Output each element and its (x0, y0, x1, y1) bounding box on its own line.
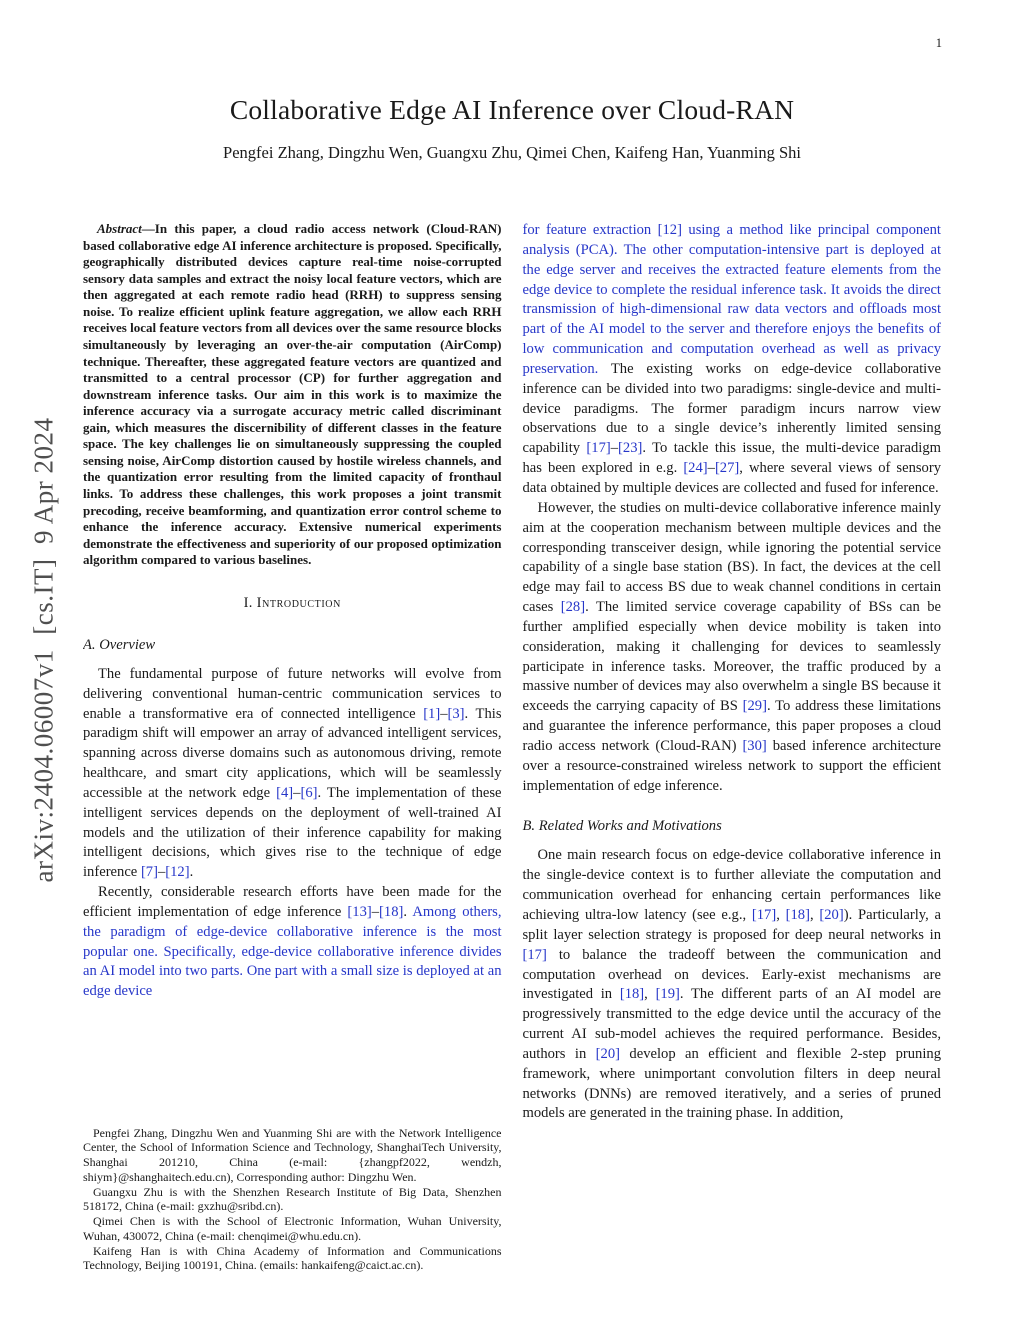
citation-link[interactable]: [20] (819, 907, 844, 923)
abstract (83, 221, 502, 569)
revision-text: for feature extraction (522, 222, 658, 238)
text-segment: – (707, 460, 715, 477)
paragraph-related-works (523, 846, 942, 1124)
citation-link[interactable]: [12] (657, 222, 682, 238)
text-segment: . This paradigm shift will empower an array of advanced intelligent services, spanning across diverse domains such as autonomous driving, remote healthcare, and smart city applications, which will be seamlessly accessible at the network edge (83, 705, 502, 801)
footnote-affiliation-4: Kaifeng Han is with China Academy of Information and Communications Technology, Beijing 100191, China. (emails: hankaifeng@caict.ac.cn). (83, 1243, 502, 1273)
text-segment: . The implementation of these intelligent services depends on the deployment of well-trained AI models and the utilization of their inference capability for making intelligent decisions, which gives rise to the technique of edge inference (83, 784, 502, 881)
text-segment: . The different parts of an AI model are progressively transmitted to the edge device until the accuracy of the current AI sub-model achieves the required performance. Besides, authors in (522, 986, 941, 1062)
text-segment: , where several views of sensory data obtained by multiple devices are collected and fused for inference. (522, 460, 941, 496)
citation-link[interactable]: [18] (785, 907, 810, 923)
text-segment: . The limited service coverage capability of BSs can be further amplified especially when device mobility is taken into consideration, making it challenging for devices to seamlessly participate in inference tasks. Moreover, the traffic produced by a massive number of devices may also overwhelm a single BS because it exceeds the carrying capacity of BS (522, 599, 941, 715)
right-column (523, 221, 942, 1273)
paper-body (83, 0, 941, 1273)
text-segment: . To address these limitations and guarantee the inference performance, this paper proposes a cloud radio access network (Cloud-RAN) (522, 698, 941, 754)
text-segment: , (776, 907, 786, 923)
text-segment: . (403, 903, 413, 920)
citation-link[interactable]: [24] (683, 460, 708, 477)
citation-link[interactable]: [23] (618, 440, 643, 457)
footnote-affiliation-2: Guangxu Zhu is with the Shenzhen Research Institute of Big Data, Shenzhen 518172, China (e-mail: gxzhu@sribd.cn). (83, 1184, 502, 1214)
subsection-heading-overview: A. Overview (83, 636, 156, 653)
paper-title: Collaborative Edge AI Inference over Cloud-RAN (229, 94, 795, 125)
text-segment: . To tackle this issue, the multi-device paradigm has been explored in e.g. (522, 440, 941, 477)
citation-link[interactable]: [12] (165, 864, 190, 881)
left-column (83, 221, 502, 1273)
author-footnotes (83, 1118, 502, 1274)
citation-link[interactable]: [4] (276, 784, 294, 801)
text-segment: However, the studies on multi-device collaborative inference mainly aim at the cooperation mechanism between multiple devices and the corresponding transceiver design, while ignoring the potential service capability of a single base station (BS). In fact, the devices at the cell edge may fail to access BS due to weak channel conditions in certain cases (522, 499, 941, 616)
text-segment: One main research focus on edge-device collaborative inference in the single-device context is to further alleviate the computation and communication overhead for enhancing certain performances like achieving ultra-low latency (see e.g., (522, 847, 941, 923)
text-segment: , (809, 907, 820, 923)
citation-link[interactable]: [28] (560, 599, 586, 616)
text-segment: ). Particularly, a split layer selection strategy is proposed for deep neural networks in (522, 907, 941, 943)
text-segment: , (644, 986, 656, 1003)
paragraph-continuation (523, 221, 942, 499)
text-segment: —In this paper, a cloud radio access network (Cloud-RAN) based collaborative edge AI inference architecture is proposed. Specifically, geographically distributed devices capture real-time noise-corrupted sensory data samples and extract the noisy local feature vectors, which are then aggregated at each remote radio head (RRH) to suppress sensing noise. To realize efficient uplink feature aggregation, we allow each RRH receives local feature vectors from all devices over the same resource blocks simultaneously by leveraging an over-the-air computation (AirComp) technique. Thereafter, these aggregated feature vectors are quantized and transmitted to a central processor (CP) for further aggregation and downstream inference tasks. Our aim in this work is to maximize the inference accuracy via a surrogate accuracy metric called discriminant gain, which measures the discernibility of different classes in the feature space. The key challenges lie on simultaneously suppressing the coupled sensing noise, AirComp distortion caused by hostile wireless channels, and the quantization error resulting from the limited capacity of fronthaul links. To address these challenges, this work proposes a joint transmit precoding, receive beamforming, and quantization error control scheme to enhance the inference accuracy. Extensive numerical experiments demonstrate the effectiveness and superiority of our proposed optimization algorithm compared to various baselines. (83, 221, 502, 568)
text-segment: Recently, considerable research efforts have been made for the efficient implementation of edge inference (83, 884, 502, 920)
citation-link[interactable]: [13] (347, 903, 372, 920)
arxiv-watermark: arXiv:2404.06007v1 [cs.IT] 9 Apr 2024 (28, 417, 59, 883)
citation-link[interactable]: [18] (379, 903, 404, 920)
text-segment: to balance the tradeoff between the communication and computation overhead on devices. Early-exist mechanisms are investigated in (522, 946, 941, 1003)
section-title: Introduction (256, 594, 341, 611)
text-segment: Abstract (97, 221, 142, 236)
text-segment: develop an efficient and flexible 2-step pruning framework, where unimportant convolution filters in deep neural networks (DNNs) are removed iteratively, and a series of pruned models are generated in the training phase. In addition, (522, 1045, 941, 1122)
citation-link[interactable]: [30] (742, 737, 767, 754)
revision-text: Among others, the paradigm of edge-device collaborative inference is the most popular one. Specifically, edge-device collaborative inference divides an AI model into two parts. One part with a small size is deployed at an edge device (83, 903, 502, 1000)
citation-link[interactable]: [1] (423, 705, 441, 722)
citation-link[interactable]: [7] (140, 864, 158, 881)
citation-link[interactable]: [6] (300, 784, 318, 801)
subsection-heading-related-works: B. Related Works and Motivations (522, 818, 722, 835)
section-number: I. (243, 594, 253, 611)
citation-link[interactable]: [18] (619, 986, 645, 1003)
text-segment: The existing works on edge-device collaborative inference can be divided into two paradigms: single-device and multi-device paradigms. The former paradigm incurs narrow view observations due to a single device’s inherently limited sensing capability (522, 360, 941, 457)
text-segment: The fundamental purpose of future networks will evolve from delivering conventional human-centric communication services to enable a transformative era of connected intelligence (83, 665, 502, 722)
citation-link[interactable]: [27] (714, 460, 740, 477)
two-column-layout (83, 221, 941, 1273)
text-segment: – (157, 864, 166, 881)
citation-link[interactable]: [3] (447, 705, 465, 722)
paragraph-overview-1 (83, 665, 502, 883)
paper-authors: Pengfei Zhang, Dingzhu Wen, Guangxu Zhu, Qimei Chen, Kaifeng Han, Yuanming Shi (223, 143, 801, 162)
paragraph-motivation (523, 499, 942, 797)
footnote-affiliation-1: Pengfei Zhang, Dingzhu Wen and Yuanming Shi are with the Network Intelligence Center, the School of Information Science and Technology, ShanghaiTech University, Shanghai 201210, China (e-mail: {zhangpf2022, wendzh, shiym}@shanghaitech.edu.cn), Corresponding author: Dingzhu Wen. (83, 1125, 502, 1184)
text-segment: based inference architecture over a resource-constrained wireless network to support the efficient implementation of edge inference. (522, 737, 941, 794)
footnote-affiliation-3: Qimei Chen is with the School of Electronic Information, Wuhan University, Wuhan, 430072, China (e-mail: chenqimei@whu.edu.cn). (83, 1214, 502, 1243)
citation-link[interactable]: [17] (522, 946, 547, 963)
text-segment: – (293, 784, 301, 801)
citation-link[interactable]: [29] (742, 698, 767, 715)
section-heading-introduction (83, 595, 502, 612)
text-segment: – (440, 705, 448, 722)
text-segment: – (610, 440, 619, 457)
page-number: 1 (935, 36, 942, 50)
citation-link[interactable]: [17] (586, 440, 611, 457)
citation-link[interactable]: [17] (751, 907, 777, 923)
citation-link[interactable]: [19] (655, 986, 680, 1003)
citation-link[interactable]: [20] (595, 1045, 620, 1062)
paragraph-overview-2 (83, 883, 502, 1002)
revision-text: using a method like principal component analysis (PCA). The other computation-intensive part is deployed at the edge server and receives the extracted feature elements from the edge device to complete the residual inference task. It avoids the direct transmission of high-dimensional raw data vectors and offloads most part of the AI model to the server and therefore enjoys the benefits of low communication and computation overhead as well as privacy preservation. (522, 222, 941, 377)
text-segment: – (371, 903, 380, 920)
text-segment: . (189, 864, 194, 881)
